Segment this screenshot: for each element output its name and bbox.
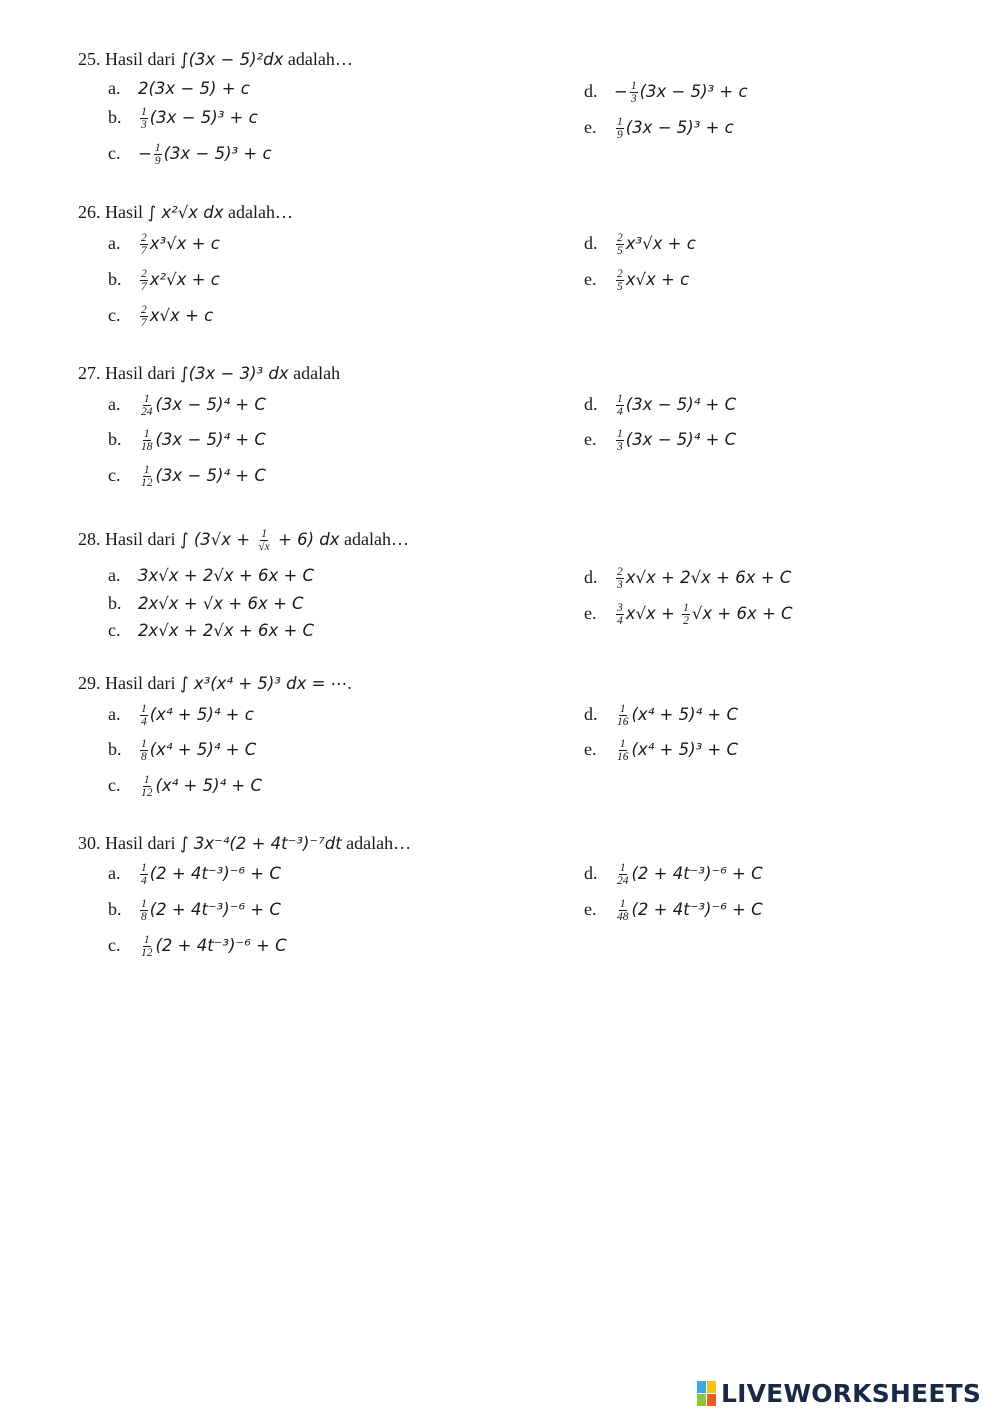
option-label: b. xyxy=(108,429,122,449)
option-expression: (2 + 4t⁻³)⁻⁶ + C xyxy=(155,936,287,955)
option-label: c. xyxy=(108,935,121,955)
fraction: $\frac{1}{√x}$ xyxy=(258,528,270,554)
question-prompt-before: Hasil dari xyxy=(105,673,180,693)
question-prompt-before: Hasil dari xyxy=(105,49,180,69)
option-27c[interactable] xyxy=(108,464,266,489)
option-label: e. xyxy=(584,429,597,449)
fraction: $\frac{3}{4}$ xyxy=(617,602,623,628)
option-label: d. xyxy=(584,233,598,253)
option-expression: (3x − 5)³ + c xyxy=(163,144,272,163)
option-label: e. xyxy=(584,269,597,289)
option-expression: (x⁴ + 5)⁴ + C xyxy=(155,776,263,795)
option-30b[interactable] xyxy=(108,898,281,923)
option-28a[interactable] xyxy=(108,564,314,587)
question-27 xyxy=(78,362,340,385)
option-expression: (3x − 5)³ + c xyxy=(625,118,734,137)
fraction: $\frac{1}{4}$ xyxy=(141,703,147,729)
option-expression: x√x + 2√x + 6x + C xyxy=(625,568,792,587)
option-label: b. xyxy=(108,107,122,127)
option-30a[interactable] xyxy=(108,862,281,887)
option-26c[interactable] xyxy=(108,304,213,329)
fraction: $\frac{1}{48}$ xyxy=(617,898,629,924)
question-expression: ∫(3x − 3)³ dx xyxy=(179,364,289,383)
option-expression: 2x√x + √x + 6x + C xyxy=(138,594,304,613)
option-28d[interactable] xyxy=(584,566,791,591)
option-expression: (2 + 4t⁻³)⁻⁶ + C xyxy=(631,864,763,883)
option-label: c. xyxy=(108,465,121,485)
question-prompt-before: Hasil xyxy=(105,202,148,222)
question-prompt-after: . xyxy=(347,673,352,693)
option-label: c. xyxy=(108,775,121,795)
option-expression: x²√x + c xyxy=(149,270,220,289)
question-expression: ∫ (3√x + xyxy=(179,530,256,549)
option-expression: (3x − 5)³ + c xyxy=(149,108,258,127)
option-expression: (2 + 4t⁻³)⁻⁶ + C xyxy=(149,900,281,919)
option-25b[interactable] xyxy=(108,106,258,131)
option-expression: (2 + 4t⁻³)⁻⁶ + C xyxy=(149,864,281,883)
option-30c[interactable] xyxy=(108,934,287,959)
question-number: 28. xyxy=(78,529,101,549)
option-label: b. xyxy=(108,739,122,759)
fraction: $\frac{1}{2}$ xyxy=(683,602,689,628)
question-prompt-after: adalah… xyxy=(339,529,409,549)
question-expression: ∫ 3x⁻⁴(2 + 4t⁻³)⁻⁷dt xyxy=(179,834,342,853)
logo-block-icon xyxy=(697,1381,706,1393)
liveworksheets-logo xyxy=(697,1378,981,1408)
option-label: c. xyxy=(108,143,121,163)
option-30e[interactable] xyxy=(584,898,763,923)
question-26 xyxy=(78,201,293,224)
fraction: $\frac{2}{7}$ xyxy=(141,268,147,294)
question-prompt-after: adalah… xyxy=(223,202,293,222)
fraction: $\frac{1}{24}$ xyxy=(617,862,629,888)
option-label: b. xyxy=(108,593,122,613)
question-prompt-before: Hasil dari xyxy=(105,529,180,549)
option-25c[interactable] xyxy=(108,142,272,167)
logo-mark-icon xyxy=(697,1381,716,1406)
option-label: d. xyxy=(584,81,598,101)
option-label: a. xyxy=(108,704,121,724)
fraction: $\frac{1}{4}$ xyxy=(617,393,623,419)
option-label: a. xyxy=(108,233,121,253)
fraction: $\frac{2}{7}$ xyxy=(141,304,147,330)
option-label: c. xyxy=(108,305,121,325)
fraction: $\frac{1}{4}$ xyxy=(141,862,147,888)
option-label: c. xyxy=(108,620,121,640)
fraction: $\frac{1}{9}$ xyxy=(154,142,161,168)
option-25d[interactable] xyxy=(584,80,748,105)
option-expression: (x⁴ + 5)⁴ + C xyxy=(149,740,257,759)
fraction: $\frac{1}{8}$ xyxy=(141,898,147,924)
option-29e[interactable] xyxy=(584,738,738,763)
logo-text: LIVEWORKSHEETS xyxy=(721,1378,982,1408)
fraction: $\frac{1}{12}$ xyxy=(141,934,153,960)
option-expression: 2x√x + 2√x + 6x + C xyxy=(138,621,315,640)
option-expression: (3x − 5)⁴ + C xyxy=(155,395,266,414)
question-29 xyxy=(78,672,352,695)
option-label: a. xyxy=(108,394,121,414)
option-label: d. xyxy=(584,863,598,883)
option-26a[interactable] xyxy=(108,232,220,257)
fraction: $\frac{2}{5}$ xyxy=(617,232,623,258)
question-30 xyxy=(78,832,411,855)
fraction: $\frac{1}{12}$ xyxy=(141,774,153,800)
option-28c[interactable] xyxy=(108,619,314,642)
option-expression-tail: √x + 6x + C xyxy=(691,604,793,623)
option-expression: 3x√x + 2√x + 6x + C xyxy=(138,566,315,585)
option-expression: (3x − 5)⁴ + C xyxy=(625,430,737,449)
option-expression: (3x − 5)⁴ + C xyxy=(155,430,266,449)
fraction: $\frac{1}{16}$ xyxy=(617,738,629,764)
question-28 xyxy=(78,528,409,553)
option-label: a. xyxy=(108,565,121,585)
option-label: b. xyxy=(108,269,122,289)
fraction: $\frac{1}{16}$ xyxy=(617,703,629,729)
option-27d[interactable] xyxy=(584,393,736,418)
option-26b[interactable] xyxy=(108,268,220,293)
option-expression: (3x − 5)⁴ + C xyxy=(625,395,737,414)
option-label: e. xyxy=(584,899,597,919)
option-sign: − xyxy=(138,144,152,163)
fraction: $\frac{1}{3}$ xyxy=(630,80,637,106)
fraction: $\frac{2}{5}$ xyxy=(617,268,623,294)
option-expression: (x⁴ + 5)⁴ + c xyxy=(149,705,254,724)
question-expression: ∫ x²√x dx xyxy=(147,203,224,222)
question-prompt-after: adalah xyxy=(288,363,341,383)
question-prompt-before: Hasil dari xyxy=(105,833,180,853)
option-label: d. xyxy=(584,394,598,414)
question-expression: ∫(3x − 5)²dx xyxy=(179,50,284,69)
fraction: $\frac{1}{9}$ xyxy=(617,116,623,142)
option-expression: (3x − 5)⁴ + C xyxy=(155,466,266,485)
question-expression: ∫ x³(x⁴ + 5)³ dx = ⋯ xyxy=(179,674,348,693)
fraction: $\frac{1}{3}$ xyxy=(141,106,147,132)
question-25 xyxy=(78,48,353,71)
option-expression: x³√x + c xyxy=(625,234,696,253)
option-28e[interactable] xyxy=(584,602,793,627)
fraction: $\frac{1}{8}$ xyxy=(141,738,147,764)
option-label: a. xyxy=(108,863,121,883)
option-28b[interactable] xyxy=(108,592,304,615)
option-27a[interactable] xyxy=(108,393,266,418)
option-26d[interactable] xyxy=(584,232,696,257)
option-26e[interactable] xyxy=(584,268,689,293)
option-29d[interactable] xyxy=(584,703,738,728)
question-number: 27. xyxy=(78,363,101,383)
fraction: $\frac{1}{24}$ xyxy=(141,393,153,419)
question-number: 26. xyxy=(78,202,101,222)
option-expression: (3x − 5)³ + c xyxy=(639,82,748,101)
option-29c[interactable] xyxy=(108,774,262,799)
option-25e[interactable] xyxy=(584,116,734,141)
option-expression: (2 + 4t⁻³)⁻⁶ + C xyxy=(631,900,763,919)
option-label: e. xyxy=(584,117,597,137)
question-prompt-after: adalah… xyxy=(283,49,353,69)
option-label: a. xyxy=(108,78,121,98)
question-number: 30. xyxy=(78,833,101,853)
option-label: e. xyxy=(584,739,597,759)
option-expression: (x⁴ + 5)⁴ + C xyxy=(631,705,739,724)
option-29b[interactable] xyxy=(108,738,256,763)
fraction: $\frac{1}{12}$ xyxy=(141,464,153,490)
option-expression: x³√x + c xyxy=(149,234,220,253)
option-27e[interactable] xyxy=(584,428,736,453)
option-expression: x√x + c xyxy=(149,306,214,325)
option-expression: x√x + xyxy=(625,604,681,623)
option-27b[interactable] xyxy=(108,428,266,453)
option-expression: 2(3x − 5) + c xyxy=(138,79,250,98)
logo-block-icon xyxy=(707,1381,716,1393)
option-expression: x√x + c xyxy=(625,270,690,289)
fraction: $\frac{2}{3}$ xyxy=(617,566,623,592)
question-expression-tail: + 6) dx xyxy=(272,530,340,549)
option-25a[interactable] xyxy=(108,77,250,100)
logo-block-icon xyxy=(697,1394,706,1406)
option-30d[interactable] xyxy=(584,862,763,887)
option-expression: (x⁴ + 5)³ + C xyxy=(631,740,739,759)
question-prompt-before: Hasil dari xyxy=(105,363,180,383)
option-label: b. xyxy=(108,899,122,919)
fraction: $\frac{2}{7}$ xyxy=(141,232,147,258)
fraction: $\frac{1}{3}$ xyxy=(617,428,623,454)
option-29a[interactable] xyxy=(108,703,254,728)
question-number: 29. xyxy=(78,673,101,693)
option-sign: − xyxy=(614,82,628,101)
fraction: $\frac{1}{18}$ xyxy=(141,428,153,454)
logo-block-icon xyxy=(707,1394,716,1406)
option-label: d. xyxy=(584,704,598,724)
question-prompt-after: adalah… xyxy=(341,833,412,853)
option-label: d. xyxy=(584,567,598,587)
question-number: 25. xyxy=(78,49,101,69)
option-label: e. xyxy=(584,603,597,623)
